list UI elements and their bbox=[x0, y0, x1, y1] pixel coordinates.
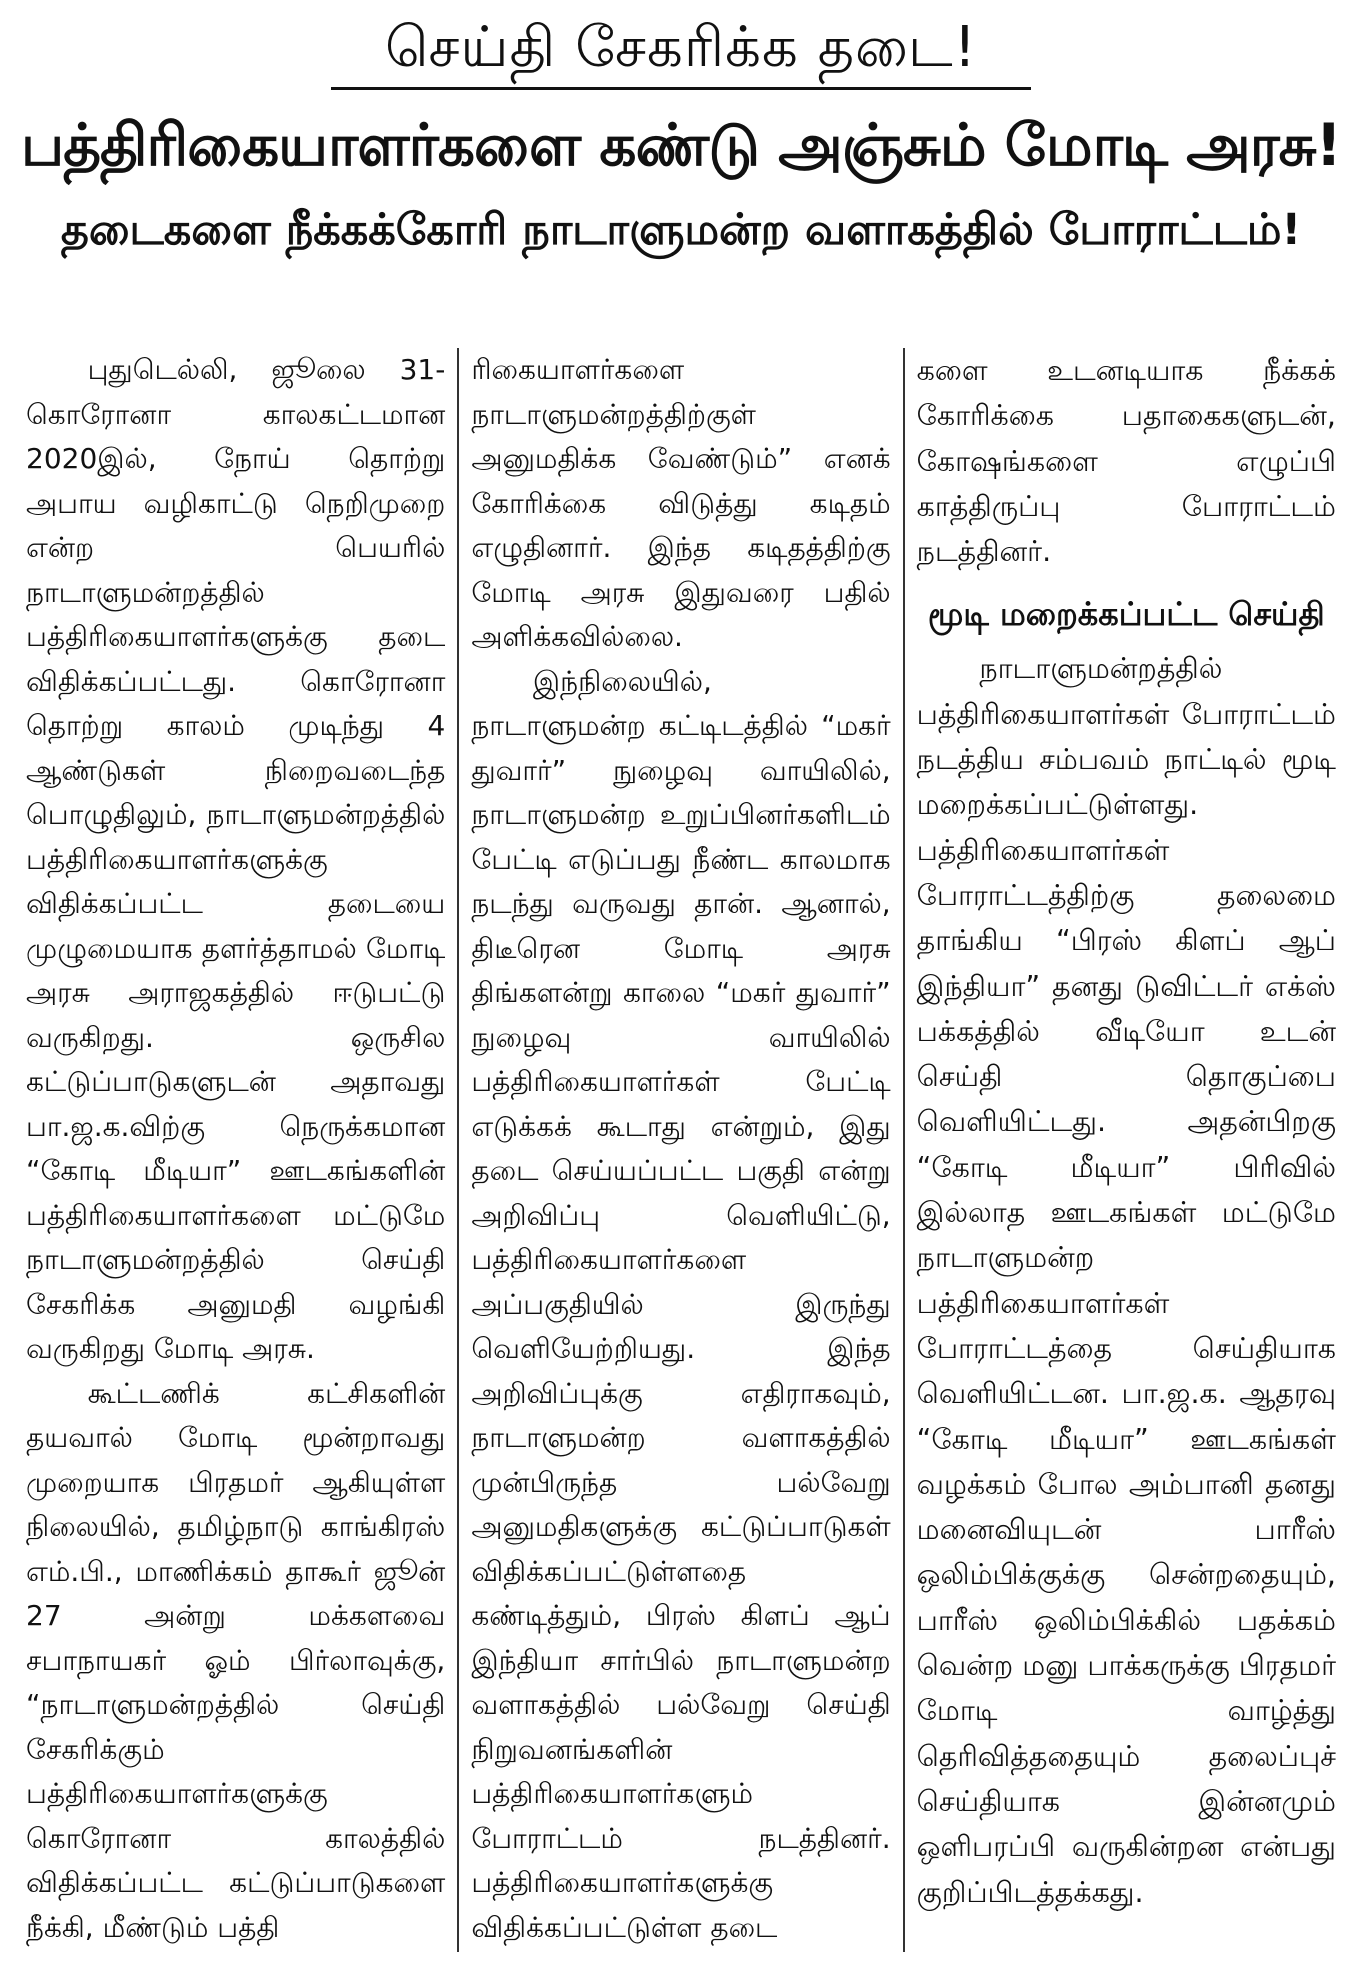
section-subheading: மூடி மறைக்கப்பட்ட செய்தி bbox=[927, 595, 1325, 634]
article-column-1 bbox=[14, 348, 457, 1952]
article-paragraph: கூட்டணிக் கட்சிகளின் தயவால் மோடி மூன்றாவது முறையாக பிரதமர் ஆகியுள்ள நிலையில், தமிழ்நாடு காங்கிரஸ் எம்.பி., மாணிக்கம் தாகூர் ஜூன் 27 அன்று மக்களவை சபாநாயகர் ஓம் பிர்லாவுக்கு, “நாடாளுமன்றத்தில் செய்தி சேகரிக்கும் பத்திரிகையாளர்களுக்கு கொரோனா காலத்தில் விதிக்கப்பட்ட கட்டுப்பாடுகளை நீக்கி, மீண்டும் பத்தி bbox=[26, 1376, 446, 1944]
article-paragraph: ரிகையாளர்களை நாடாளுமன்றத்திற்குள் அனுமதிக்க வேண்டும்” எனக் கோரிக்கை விடுத்து கடிதம் எழுதினார். இந்த கடிதத்திற்கு மோடி அரசு இதுவரை பதில் அளிக்கவில்லை. bbox=[471, 353, 891, 653]
main-headline: பத்திரிகையாளர்களை கண்டு அஞ்சும் மோடி அரசு! bbox=[21, 111, 1341, 180]
kicker-headline: செய்தி சேகரிக்க தடை! bbox=[384, 15, 978, 80]
article-paragraph: இந்நிலையில், நாடாளுமன்ற கட்டிடத்தில் “மகர் துவார்” நுழைவு வாயிலில், நாடாளுமன்ற உறுப்பினர்களிடம் பேட்டி எடுப்பது நீண்ட காலமாக நடந்து வருவது தான். ஆனால், திடீரென மோடி அரசு திங்களன்று காலை “மகர் துவார்” நுழைவு வாயிலில் பத்திரிகையாளர்கள் பேட்டி எடுக்கக் கூடாது என்றும், இது தடை செய்யப்பட்ட பகுதி என்று அறிவிப்பு வெளியிட்டு, பத்திரிகையாளர்களை அப்பகுதியில் இருந்து வெளியேற்றியது. இந்த அறிவிப்புக்கு எதிராகவும், நாடாளுமன்ற வளாகத்தில் முன்பிருந்த பல்வேறு அனுமதிகளுக்கு கட்டுப்பாடுகள் விதிக்கப்பட்டுள்ளதை கண்டித்தும், பிரஸ் கிளப் ஆப் இந்தியா சார்பில் நாடாளுமன்ற வளாகத்தில் பல்வேறு செய்தி நிறுவனங்களின் பத்திரிகையாளர்களும் போராட்டம் நடத்தினர். பத்திரிகையாளர்களுக்கு விதிக்கப்பட்டுள்ள தடை bbox=[471, 664, 891, 1944]
article-paragraph: களை உடனடியாக நீக்கக் கோரிக்கை பதாகைகளுடன், கோஷங்களை எழுப்பி காத்திருப்பு போராட்டம் நடத்தினர். bbox=[916, 354, 1336, 569]
article-paragraph: நாடாளுமன்றத்தில் பத்திரிகையாளர்கள் போராட்டம் நடத்திய சம்பவம் நாட்டில் மூடி மறைக்கப்பட்டுள்ளது. பத்திரிகையாளர்கள் போராட்டத்திற்கு தலைமை தாங்கிய “பிரஸ் கிளப் ஆப் இந்தியா” தனது டுவிட்டர் எக்ஸ் பக்கத்தில் வீடியோ உடன் செய்தி தொகுப்பை வெளியிட்டது. அதன்பிறகு “கோடி மீடியா” பிரிவில் இல்லாத ஊடகங்கள் மட்டுமே நாடாளுமன்ற பத்திரிகையாளர்கள் போராட்டத்தை செய்தியாக வெளியிட்டன. பா.ஜ.க. ஆதரவு “கோடி மீடியா” ஊடகங்கள் வழக்கம் போல அம்பானி தனது மனைவியுடன் பாரீஸ் ஒலிம்பிக்குக்கு சென்றதையும், பாரீஸ் ஒலிம்பிக்கில் பதக்கம் வென்ற மனு பாக்கருக்கு பிரதமர் மோடி வாழ்த்து தெரிவித்ததையும் தலைப்புச் செய்தியாக இன்னமும் ஒளிபரப்பி வருகின்றன என்பது குறிப்பிடத்தக்கது. bbox=[916, 652, 1336, 1909]
sub-headline: தடைகளை நீக்கக்கோரி நாடாளுமன்ற வளாகத்தில் போராட்டம்! bbox=[60, 204, 1302, 255]
article-columns bbox=[14, 348, 1348, 1952]
article-column-2 bbox=[457, 348, 902, 1952]
article-paragraph: புதுடெல்லி, ஜூலை 31- கொரோனா காலகட்டமான 2020இல், நோய் தொற்று அபாய வழிகாட்டு நெறிமுறை என்ற பெயரில் நாடாளுமன்றத்தில் பத்திரிகையாளர்களுக்கு தடை விதிக்கப்பட்டது. கொரோனா தொற்று காலம் முடிந்து 4 ஆண்டுகள் நிறைவடைந்த பொழுதிலும், நாடாளுமன்றத்தில் பத்திரிகையாளர்களுக்கு விதிக்கப்பட்ட தடையை முழுமையாக தளர்த்தாமல் மோடி அரசு அராஜகத்தில் ஈடுபட்டு வருகிறது. ஒருசில கட்டுப்பாடுகளுடன் அதாவது பா.ஜ.க.விற்கு நெருக்கமான “கோடி மீடியா” ஊடகங்களின் பத்திரிகையாளர்களை மட்டுமே நாடாளுமன்றத்தில் செய்தி சேகரிக்க அனுமதி வழங்கி வருகிறது மோடி அரசு. bbox=[26, 353, 446, 1365]
kicker-underline bbox=[331, 87, 1031, 90]
article-column-3 bbox=[903, 348, 1348, 1952]
